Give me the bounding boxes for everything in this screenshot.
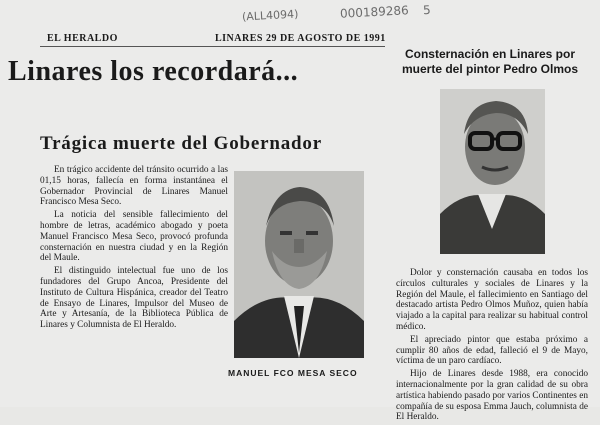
- article-paragraph: El apreciado pintor que estaba próximo a cumplir 80 años de edad, falleció el 9 de Mayo, víctima de un paro cardíaco.: [396, 334, 588, 367]
- archive-page-mark: 5: [422, 2, 432, 18]
- header-rule: [40, 46, 385, 47]
- publication-name: EL HERALDO: [47, 33, 118, 44]
- main-headline: Linares los recordará...: [8, 56, 299, 87]
- governor-article-body: [40, 165, 228, 333]
- olmos-portrait-photo: [440, 89, 545, 254]
- article-paragraph: Dolor y consternación causaba en todos los círculos culturales y sociales de Linares y la Región del Maule, el fallecimiento en Santiago del destacado artista Pedro Olmos Muñoz, quien había viajado a la capital para realizar su habitual control médico.: [396, 268, 588, 332]
- article-paragraph: La noticia del sensible fallecimiento del hombre de letras, académico abogado y poeta Manuel Francisco Mesa Seco, provocó profunda consternación en nuestra ciudad y en la Región del Maule.: [40, 210, 228, 264]
- article-paragraph: Hijo de Linares desde 1988, era conocido internacionalmente por la gran calidad de su obra artística habiendo pasado por varios Continentes en compañía de su esposa Emma Jauch, columnista de El Heraldo.: [396, 369, 588, 423]
- publication-date: LINARES 29 DE AGOSTO DE 1991: [215, 33, 386, 44]
- photo-caption: MANUEL FCO MESA SECO: [228, 368, 358, 378]
- governor-portrait-photo: [234, 171, 364, 358]
- article-subhead: Trágica muerte del Gobernador: [40, 133, 322, 154]
- archive-code-mark: (ALL4094): [241, 7, 299, 24]
- olmos-article-body: [396, 268, 588, 425]
- article-paragraph: El distinguido intelectual fue uno de los fundadores del Grupo Ancoa, Presidente del Instituto de Cultura Hispánica, creador del Teatro de Ensayo de Linares, Impulsor del Museo de Arte y Artesanía, de la Biblioteca Pública de Linares y Columnista de El Heraldo.: [40, 266, 228, 331]
- article-paragraph: En trágico accidente del tránsito ocurrido a las 01,15 horas, fallecía en forma instantánea el Gobernador Provincial de Linares Manuel Francisco Mesa Seco.: [40, 165, 228, 208]
- archive-number-mark: 000189286: [339, 3, 410, 21]
- olmos-headline: Consternación en Linares por muerte del pintor Pedro Olmos: [401, 47, 579, 76]
